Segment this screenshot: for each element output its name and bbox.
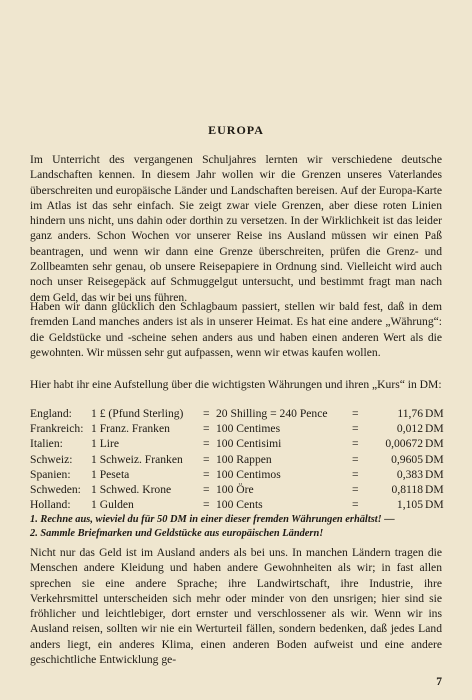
subunit-cell: 20 Shilling = 240 Pence xyxy=(216,407,328,420)
currency-dm-cell: DM xyxy=(425,452,444,466)
table-row xyxy=(30,497,442,512)
currency-dm-cell: DM xyxy=(425,498,444,512)
equals-sign: = xyxy=(352,407,359,420)
subunit-cell: 100 Centimes xyxy=(216,422,281,436)
country-cell: Schweden: xyxy=(30,482,81,496)
currency-dm-cell: DM xyxy=(425,407,444,420)
country-cell: England: xyxy=(30,407,72,420)
rate-value-cell: 0,012 xyxy=(396,422,423,436)
equals-sign: = xyxy=(203,482,210,496)
country-cell: Holland: xyxy=(30,498,71,512)
table-row xyxy=(30,421,442,436)
currency-dm-cell: DM xyxy=(425,482,444,496)
subunit-cell: 100 Centisimi xyxy=(216,437,282,451)
table-row xyxy=(30,482,442,497)
rate-value-cell: 0,9605 xyxy=(391,452,423,466)
paragraph-table-intro: Hier habt ihr eine Aufstellung über die wichtigsten Währungen und ihren „Kurs“ in DM: xyxy=(30,378,442,391)
exercise-tasks xyxy=(30,513,442,541)
country-cell: Spanien: xyxy=(30,467,71,481)
table-row xyxy=(30,436,442,451)
paragraph-culture: Nicht nur das Geld ist im Ausland anders als bei uns. In manchen Ländern tragen die Menschen andere Kleidung und haben andere Gewohnheiten als wir; in fast allen sprechen sie eine andere Sprache; ihre Landwirtschaft, ihre Industrie, ihre Verkehrsmittel unterscheiden sich mehr oder minder von den unsrigen; hier sind sie fröhlicher und leichtlebiger, dort ernster und verschlossener als wir. Wenn wir ins Ausland reisen, sollten wir nie ein Werturteil fällen, sondern bedenken, daß jedes Land anders liegt, ein anderes Klima, einen anderen Boden aufweist und eine andere geschichtliche Entwicklung ge- xyxy=(30,546,442,667)
rate-value-cell: 11,76 xyxy=(397,407,423,420)
unit-cell: 1 Peseta xyxy=(91,467,130,481)
currency-dm-cell: DM xyxy=(425,422,444,436)
equals-sign: = xyxy=(203,407,210,420)
equals-sign: = xyxy=(352,437,359,451)
country-cell: Frankreich: xyxy=(30,422,84,436)
task-item: 2. Sammle Briefmarken und Geldstücke aus europäischen Ländern! xyxy=(30,528,324,539)
table-row xyxy=(30,406,442,421)
unit-cell: 1 Schweiz. Franken xyxy=(91,452,183,466)
equals-sign: = xyxy=(203,467,210,481)
unit-cell: 1 Lire xyxy=(91,437,120,451)
currency-dm-cell: DM xyxy=(425,467,444,481)
subunit-cell: 100 Öre xyxy=(216,482,254,496)
page-number: 7 xyxy=(436,676,442,688)
unit-cell: 1 Schwed. Krone xyxy=(91,482,172,496)
rate-value-cell: 0,8118 xyxy=(391,482,423,496)
equals-sign: = xyxy=(203,422,210,436)
table-row xyxy=(30,467,442,482)
country-cell: Italien: xyxy=(30,437,63,451)
equals-sign: = xyxy=(203,437,210,451)
equals-sign: = xyxy=(203,498,210,512)
rate-value-cell: 0,383 xyxy=(396,467,423,481)
equals-sign: = xyxy=(352,482,359,496)
equals-sign: = xyxy=(352,422,359,436)
page-title: EUROPA xyxy=(208,123,264,137)
subunit-cell: 100 Rappen xyxy=(216,452,272,466)
task-item: 1. Rechne aus, wieviel du für 50 DM in einer dieser fremden Währungen erhältst! — xyxy=(30,514,395,525)
equals-sign: = xyxy=(352,452,359,466)
currency-table xyxy=(30,406,442,512)
equals-sign: = xyxy=(203,452,210,466)
rate-value-cell: 1,105 xyxy=(396,498,423,512)
unit-cell: 1 Franz. Franken xyxy=(91,422,170,436)
subunit-cell: 100 Cents xyxy=(216,498,263,512)
table-row xyxy=(30,452,442,467)
equals-sign: = xyxy=(352,498,359,512)
paragraph-currency: Haben wir dann glücklich den Schlagbaum passiert, stellen wir bald fest, daß in dem fremden Land manches anders ist als in unserer Heimat. Es hat eine andere „Währung“: die Geldstücke und -scheine sehen anders aus und haben einen anderen Wert als die gewohnten. Wir müssen sehr gut aufpassen, wenn wir etwas kaufen wollen. xyxy=(30,300,442,359)
rate-value-cell: 0,00672 xyxy=(385,437,423,451)
unit-cell: 1 £ (Pfund Sterling) xyxy=(91,407,184,420)
subunit-cell: 100 Centimos xyxy=(216,467,281,481)
paragraph-intro: Im Unterricht des vergangenen Schuljahres lernten wir verschiedene deutsche Landschaften kennen. In diesem Jahr wollen wir die Grenzen unseres Vaterlandes überschreiten und europäische Länder und Landschaften bereisen. Auf der Europa-Karte im Atlas ist das sehr einfach. Sie zeigt zwar viele Grenzen, aber diese roten Linien hindern uns nicht, uns dahin oder dorthin zu versetzen. In der Wirklichkeit ist das leider ganz anders. Schon Wochen vor unserer Reise ins Ausland müssen wir einen Paß beantragen, und wenn wir dann eine Grenze überschreiten, prüfen die Grenz- und Zollbeamten sehr genau, ob unsere Reisepapiere in Ordnung sind. Vielleicht wird auch noch unser Reisegepäck auf Schmuggelgut untersucht, und bestimmt fragt man nach dem Geld, das wir bei uns führen. xyxy=(30,153,442,304)
country-cell: Schweiz: xyxy=(30,452,73,466)
equals-sign: = xyxy=(352,467,359,481)
currency-dm-cell: DM xyxy=(425,437,444,451)
unit-cell: 1 Gulden xyxy=(91,498,134,512)
